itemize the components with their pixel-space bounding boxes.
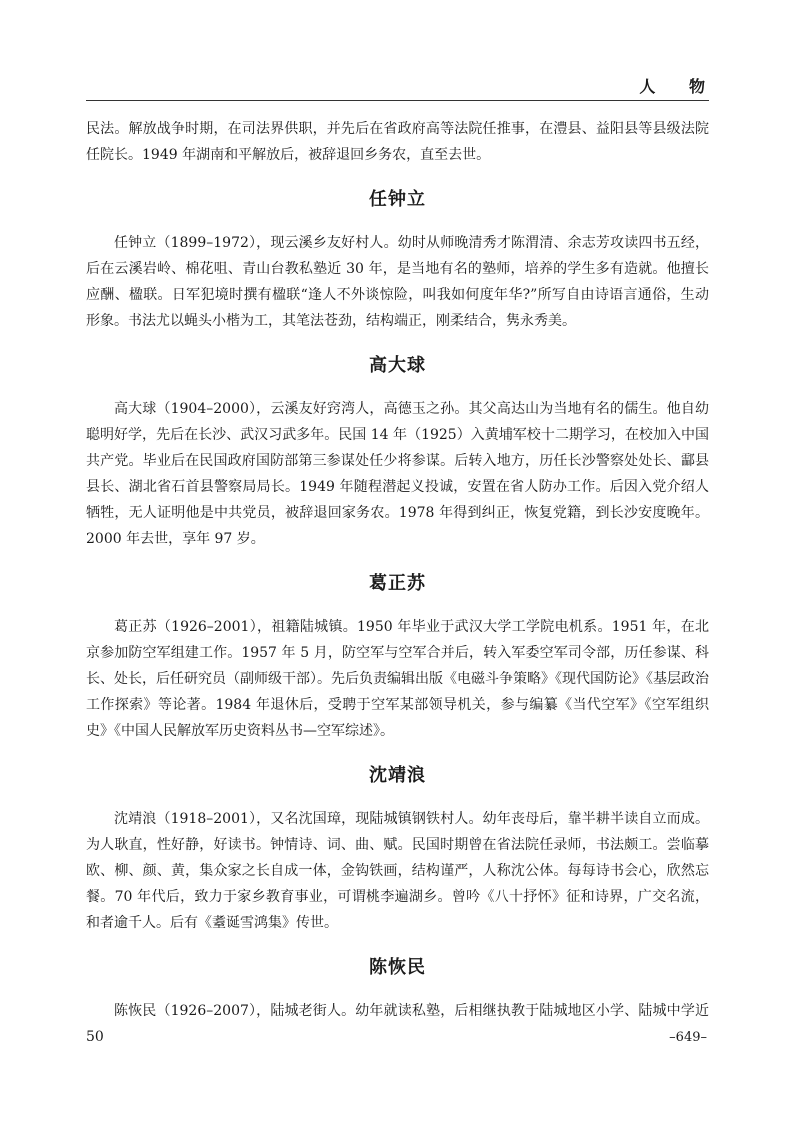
page-body: [86, 116, 709, 1050]
biography-title: 任钟立: [369, 189, 426, 210]
biography-paragraph: 葛正苏（1926–2001），祖籍陆城镇。1950 年毕业于武汉大学工学院电机系。1951 年，在北京参加防空军组建工作。1957 年 5 月，防空军与空军合并后，转入军委空军司令部，历任参谋、科长、处长，后任研究员（副师级干部）。先后负责编辑出版《电磁斗争策略》《现代国防论》《基层政治工作探索》等论著。1984 年退休后，受聘于空军某部领导机关，参与编纂《当代空军》《空军组织史》《中国人民解放军历史资料丛书—空军综述》。: [86, 619, 709, 739]
biography-paragraph: 沈靖浪（1918–2001），又名沈国璋，现陆城镇钢铁村人。幼年丧母后，靠半耕半读自立而成。为人耿直，性好静，好读书。钟情诗、词、曲、赋。民国时期曾在省法院任录师，书法颇工。尝临摹欧、柳、颜、黄，集众家之长自成一体，金钩铁画，结构谨严，人称沈公体。每每诗书会心，欣然忘餐。70 年代后，致力于家乡教育事业，可谓桃李遍湖乡。曾吟《八十抒怀》征和诗界，广交名流，和者逾千人。后有《耋诞雪鸿集》传世。: [86, 811, 709, 931]
biography-title: 葛正苏: [369, 573, 426, 594]
biography-title: 沈靖浪: [369, 765, 426, 786]
biography-title: 高大球: [369, 355, 426, 376]
biography-entry: [86, 570, 709, 744]
page-number: –649–: [669, 1030, 707, 1045]
biography-title: 陈恢民: [369, 957, 426, 978]
biography-paragraph: 高大球（1904–2000），云溪友好窍湾人，高德玉之孙。其父高达山为当地有名的儒生。他自幼聪明好学，先后在长沙、武汉习武多年。民国 14 年（1925）入黄埔军校十二期学习，在校加入中国共产党。毕业后在民国政府国防部第三参谋处任少将参谋。后转入地方，历任长沙警察处处长、酃县县长、湖北省石首县警察局局长。1949 年随程潜起义投诚，安置在省人防办工作。后因入党介绍人牺牲，无人证明他是中共党员，被辞退回家务农。1978 年得到纠正，恢复党籍，到长沙安度晚年。2000 年去世，享年 97 岁。: [86, 401, 709, 547]
biography-entry: [86, 186, 709, 334]
biography-entry: [86, 352, 709, 552]
biography-paragraph: 任钟立（1899–1972），现云溪乡友好村人。幼时从师晚清秀才陈渭清、余志芳攻读四书五经，后在云溪岩岭、棉花咀、青山台教私塾近 30 年，是当地有名的塾师，培养的学生多有造就。他擅长应酬、楹联。日军犯境时撰有楹联“逢人不外谈惊险，叫我如何度年华?”所写自由诗语言通俗，生动形象。书法尤以蝇头小楷为工，其笔法苍劲，结构端正，刚柔结合，隽永秀美。: [86, 235, 709, 329]
intro-paragraph: 民法。解放战争时期，在司法界供职，并先后在省政府高等法院任推事，在澧县、益阳县等县级法院任院长。1949 年湖南和平解放后，被辞退回乡务农，直至去世。: [86, 121, 709, 163]
running-head-section-title: 人 物: [639, 77, 719, 96]
biography-entry: [86, 762, 709, 936]
header-rule: [86, 100, 709, 101]
biography-entry: [86, 954, 709, 1050]
biography-paragraph: 陈恢民（1926–2007），陆城老街人。幼年就读私塾，后相继执教于陆城地区小学、陆城中学近 50: [86, 1003, 709, 1045]
